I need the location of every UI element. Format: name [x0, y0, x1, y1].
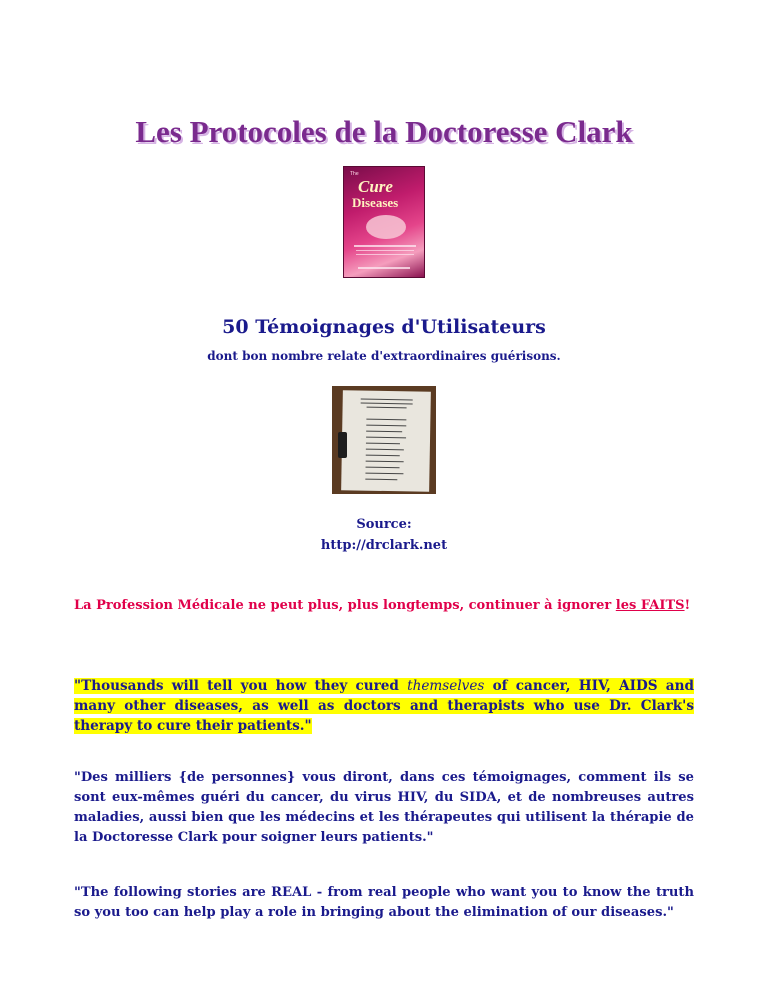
clipboard-clip [338, 432, 347, 458]
quote-emphasis: themselves [407, 678, 485, 694]
cover-hand-graphic [366, 215, 406, 239]
subtitle-description: dont bon nombre relate d'extraordinaires guérisons. [207, 349, 561, 363]
quote-part-2: of cancer, HIV, AIDS and many other diseases, as well as doctors and therapists who use Dr. Clark's therapy to cure their patients." [74, 678, 694, 734]
french-quote: "Des milliers {de personnes} vous diront, dans ces témoignages, comment ils se sont eux-mêmes guéri du cancer, du virus HIV, du SIDA, et de nombreuses autres maladies, aussi bien que les médecins et les thérapeutes qui utilisent la thérapie de la Doctoresse Clark pour soigner leurs patients." [74, 770, 694, 845]
warning-end: ! [684, 598, 691, 613]
page-title: Les Protocoles de la Doctoresse Clark [135, 114, 633, 149]
warning-paragraph [74, 596, 694, 616]
warning-text: La Profession Médicale ne peut plus, plus longtemps, continuer à ignorer [74, 598, 616, 613]
source-label: Source: [356, 517, 412, 532]
english-quote [74, 676, 694, 736]
subtitle: 50 Témoignages d'Utilisateurs [222, 316, 546, 338]
source-link[interactable]: http://drclark.net [320, 538, 448, 553]
quote-part-1: "Thousands will tell you how they cured [74, 678, 408, 694]
stories-quote: "The following stories are REAL - from real people who want you to know the truth so you too can help play a role in bringing about the elimination of our diseases." [74, 885, 694, 920]
clipboard-paper [341, 390, 431, 492]
faits-link[interactable]: les FAITS [615, 598, 685, 613]
clipboard-photo [332, 386, 436, 494]
cover-line-3: Diseases [352, 195, 399, 210]
cover-line-2: Cure [358, 177, 393, 196]
cover-line-1: The [350, 171, 359, 177]
source-block [0, 514, 768, 556]
book-cover-image [343, 166, 425, 278]
